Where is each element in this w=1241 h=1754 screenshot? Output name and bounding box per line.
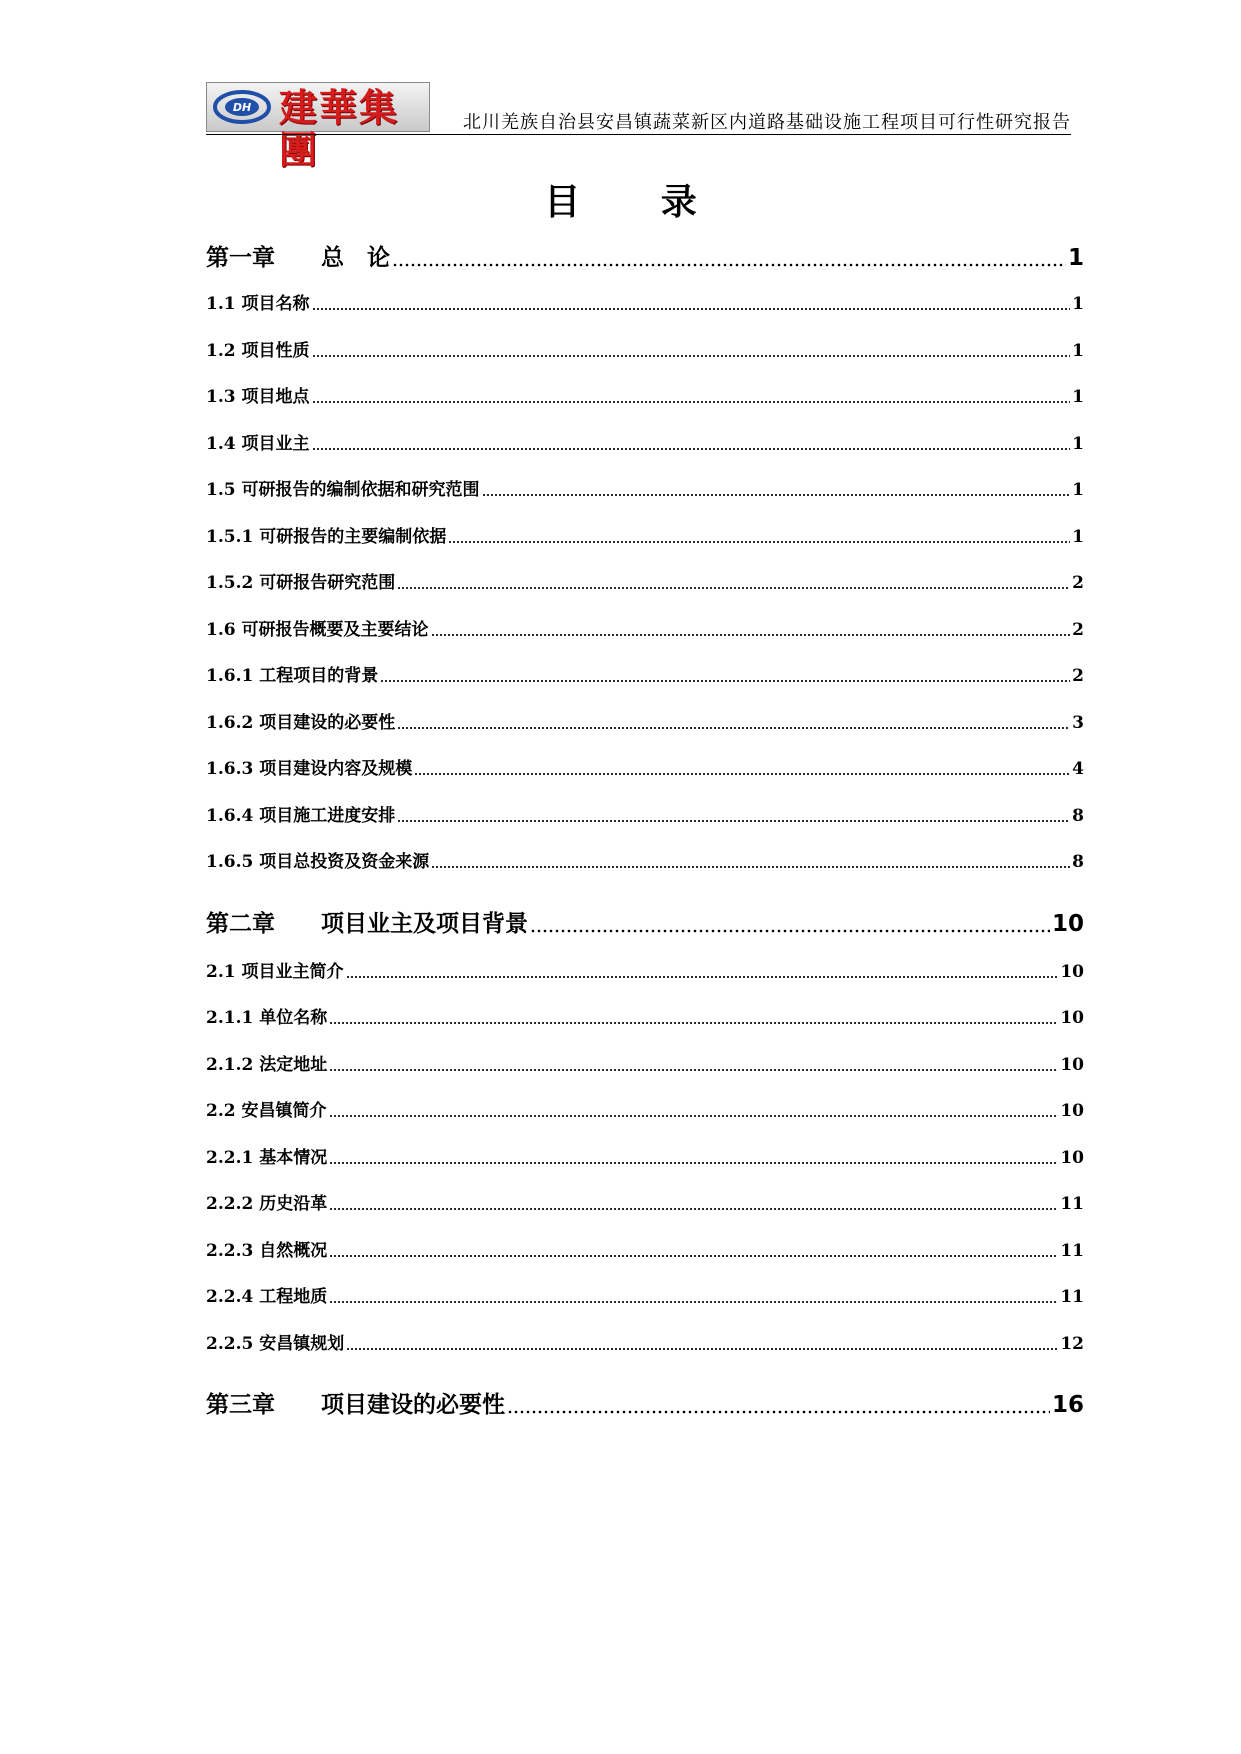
toc-section-entry[interactable]	[206, 757, 1084, 781]
toc-entry-label: 1.6.1 工程项目的背景	[206, 666, 379, 686]
toc-page-number: 8	[1072, 806, 1084, 826]
company-logo	[206, 82, 430, 172]
toc-entry-label: 1.3 项目地点	[206, 387, 310, 407]
toc-dot-leader	[329, 1112, 1059, 1118]
toc-dot-leader	[482, 491, 1071, 497]
toc-page-number: 10	[1060, 1055, 1084, 1075]
toc-entry-label: 2.1.1 单位名称	[206, 1008, 328, 1028]
header-divider	[206, 134, 1071, 135]
toc-page-number: 11	[1060, 1194, 1084, 1214]
toc-heading: 目 录	[544, 182, 731, 223]
toc-page-number: 1	[1072, 434, 1084, 454]
toc-dot-leader	[507, 1408, 1050, 1414]
toc-entry-label: 1.6.3 项目建设内容及规模	[206, 759, 413, 779]
toc-page-number: 1	[1072, 387, 1084, 407]
toc-dot-leader	[397, 584, 1070, 590]
toc-section-entry[interactable]	[206, 850, 1084, 874]
toc-entry-label: 2.2.3 自然概况	[206, 1241, 328, 1261]
toc-page-number: 10	[1060, 1008, 1084, 1028]
toc-entry-label: 2.2.5 安昌镇规划	[206, 1334, 345, 1354]
toc-chapter-entry[interactable]	[206, 243, 1084, 273]
toc-entry-label: 2.2.1 基本情况	[206, 1148, 328, 1168]
toc-entry-label: 1.6.5 项目总投资及资金来源	[206, 852, 430, 872]
toc-section-entry[interactable]	[206, 1146, 1084, 1170]
toc-section-entry[interactable]	[206, 1192, 1084, 1216]
toc-section-entry[interactable]	[206, 292, 1084, 316]
toc-dot-leader	[329, 1205, 1058, 1211]
toc-page-number: 1	[1072, 480, 1084, 500]
toc-section-entry[interactable]	[206, 1053, 1084, 1077]
toc-dot-leader	[329, 1298, 1058, 1304]
toc-entry-label: 1.6.4 项目施工进度安排	[206, 806, 396, 826]
toc-section-entry[interactable]	[206, 432, 1084, 456]
toc-entry-label: 1.4 项目业主	[206, 434, 310, 454]
toc-page-number: 2	[1072, 573, 1084, 593]
toc-section-entry[interactable]	[206, 525, 1084, 549]
toc-entry-label: 1.2 项目性质	[206, 341, 310, 361]
toc-section-entry[interactable]	[206, 385, 1084, 409]
toc-dot-leader	[346, 973, 1059, 979]
toc-dot-leader	[312, 352, 1071, 358]
toc-entry-label: 2.1.2 法定地址	[206, 1055, 328, 1075]
toc-page-number: 10	[1051, 911, 1084, 937]
toc-entry-label: 第三章 项目建设的必要性	[206, 1392, 505, 1418]
toc-dot-leader	[414, 770, 1070, 776]
toc-entry-label: 2.2 安昌镇简介	[206, 1101, 327, 1121]
toc-entry-label: 1.6.2 项目建设的必要性	[206, 713, 396, 733]
toc-dot-leader	[329, 1252, 1058, 1258]
toc-section-entry[interactable]	[206, 960, 1084, 984]
toc-section-entry[interactable]	[206, 1332, 1084, 1356]
toc-page-number: 4	[1072, 759, 1084, 779]
page-header	[206, 80, 1071, 172]
toc-dot-leader	[530, 927, 1050, 933]
toc-section-entry[interactable]	[206, 804, 1084, 828]
toc-page-number: 8	[1072, 852, 1084, 872]
toc-page-number: 1	[1072, 341, 1084, 361]
toc-section-entry[interactable]	[206, 664, 1084, 688]
toc-entry-label: 第一章 总 论	[206, 245, 390, 271]
toc-section-entry[interactable]	[206, 339, 1084, 363]
toc-entry-label: 2.2.2 历史沿革	[206, 1194, 328, 1214]
toc-chapter-entry[interactable]	[206, 909, 1084, 939]
toc-section-entry[interactable]	[206, 1006, 1084, 1030]
toc-section-entry[interactable]	[206, 571, 1084, 595]
toc-entry-label: 2.1 项目业主简介	[206, 962, 344, 982]
toc-entry-label: 1.1 项目名称	[206, 294, 310, 314]
toc-entry-label: 2.2.4 工程地质	[206, 1287, 328, 1307]
toc-dot-leader	[380, 677, 1070, 683]
toc-page-number: 11	[1060, 1287, 1084, 1307]
toc-page-number: 1	[1072, 527, 1084, 547]
toc-page-number: 2	[1072, 620, 1084, 640]
toc-dot-leader	[392, 261, 1066, 267]
toc-dot-leader	[346, 1345, 1058, 1351]
toc-dot-leader	[312, 305, 1071, 311]
toc-page-number: 3	[1072, 713, 1084, 733]
toc-section-entry[interactable]	[206, 618, 1084, 642]
toc-section-entry[interactable]	[206, 1099, 1084, 1123]
toc-page-number: 11	[1060, 1241, 1084, 1261]
toc-entry-label: 1.5.1 可研报告的主要编制依据	[206, 527, 447, 547]
toc-page-number: 12	[1060, 1334, 1084, 1354]
toc-entry-label: 1.5.2 可研报告研究范围	[206, 573, 396, 593]
toc-entry-label: 1.6 可研报告概要及主要结论	[206, 620, 429, 640]
toc-page-number: 16	[1051, 1392, 1084, 1418]
toc-dot-leader	[397, 724, 1070, 730]
toc-page-number: 2	[1072, 666, 1084, 686]
toc-page-number: 10	[1060, 1101, 1084, 1121]
toc-page-number: 1	[1072, 294, 1084, 314]
toc-entry-label: 1.5 可研报告的编制依据和研究范围	[206, 480, 480, 500]
toc-dot-leader	[431, 863, 1070, 869]
company-emblem-icon	[213, 90, 271, 124]
toc-section-entry[interactable]	[206, 711, 1084, 735]
emblem-letters: DH	[232, 101, 252, 114]
toc-dot-leader	[329, 1019, 1058, 1025]
toc-page-number: 1	[1067, 245, 1084, 271]
toc-section-entry[interactable]	[206, 478, 1084, 502]
toc-page-number: 10	[1060, 1148, 1084, 1168]
toc-dot-leader	[431, 631, 1071, 637]
toc-dot-leader	[312, 445, 1071, 451]
document-title: 北川羌族自治县安昌镇蔬菜新区内道路基础设施工程项目可行性研究报告	[463, 112, 1071, 133]
toc-dot-leader	[397, 817, 1070, 823]
toc-chapter-entry[interactable]	[206, 1390, 1084, 1420]
toc-page-number: 10	[1060, 962, 1084, 982]
company-name: 建華集團	[279, 85, 400, 172]
toc-section-entry[interactable]	[206, 1239, 1084, 1263]
toc-dot-leader	[329, 1159, 1058, 1165]
toc-section-entry[interactable]	[206, 1285, 1084, 1309]
toc-entry-label: 第二章 项目业主及项目背景	[206, 911, 528, 937]
toc-dot-leader	[329, 1066, 1058, 1072]
toc-dot-leader	[312, 398, 1071, 404]
toc-dot-leader	[448, 538, 1070, 544]
